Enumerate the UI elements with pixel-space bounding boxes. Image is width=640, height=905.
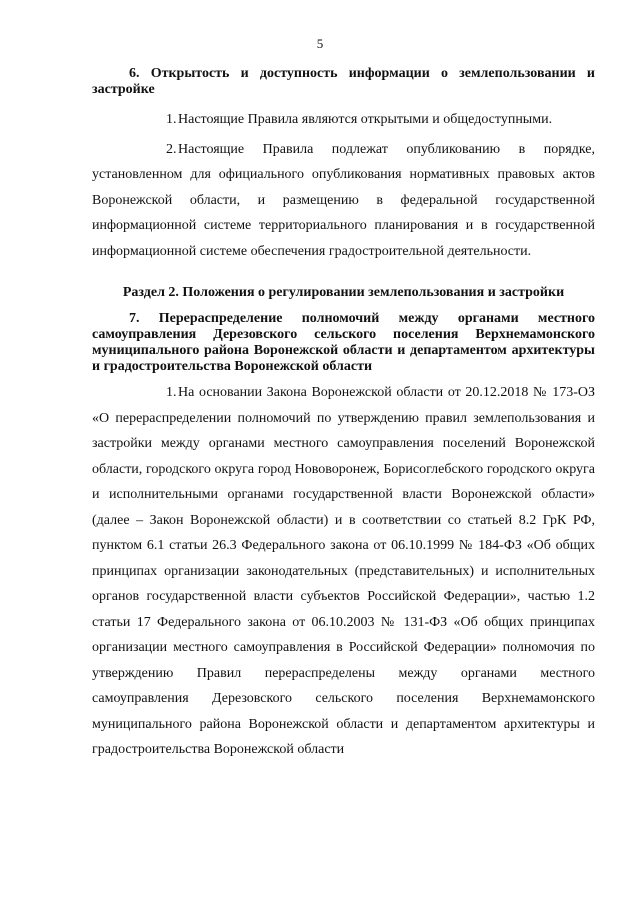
section-6-heading: 6. Открытость и доступность информации о землепользовании и застройке [92, 66, 595, 97]
item-text: Настоящие Правила подлежат опубликованию в порядке, установленном для официального опубликования нормативных правовых актов Воронежской области, и размещению в федеральной государственной информационной системе территориального планирования и в государственной информационной системе обеспечения градостроительной деятельности. [92, 141, 595, 259]
section-7-item-1 [92, 380, 595, 763]
part-2-title: Раздел 2. Положения о регулировании землепользования и застройки [122, 285, 565, 300]
item-text: На основании Закона Воронежской области от 20.12.2018 № 173-ОЗ «О перераспределении полномочий по утверждению правил землепользования и застройки между органами местного самоуправления поселений Воронежской области, городского округа город Нововоронеж, Борисоглебского городского округа и исполнительными органами государственной власти Воронежской области» (далее – Закон Воронежской области) и в соответствии со статьей 8.2 ГрК РФ, пунктом 6.1 статьи 26.3 Федерального закона от 06.10.1999 № 184-ФЗ «Об общих принципах организации законодательных (представительных) и исполнительных органов государственной власти субъектов Российской Федерации», частью 1.2 статьи 17 Федерального закона от 06.10.2003 № 131-ФЗ «Об общих принципах организации местного самоуправления в Российской Федерации» полномочия по утверждению Правил перераспределены между органами местного самоуправления Дерезовского сельского поселения Верхнемамонского муниципального района Воронежской области и департаментом архитектуры и градостроительства Воронежской области [92, 385, 595, 757]
page-content [92, 66, 595, 763]
section-6-item-2 [92, 137, 595, 265]
section-6-item-1 [92, 107, 595, 133]
section-7-heading: 7. Перераспределение полномочий между органами местного самоуправления Дерезовского сельского поселения Верхнемамонского муниципального района Воронежской области и департаментом архитектуры и градостроительства Воронежской области [92, 311, 595, 374]
item-number: 1. [166, 112, 177, 127]
item-number: 2. [166, 141, 177, 157]
page-number: 5 [316, 36, 324, 51]
item-number: 1. [166, 385, 177, 400]
item-text: Настоящие Правила являются открытыми и общедоступными. [178, 112, 553, 127]
